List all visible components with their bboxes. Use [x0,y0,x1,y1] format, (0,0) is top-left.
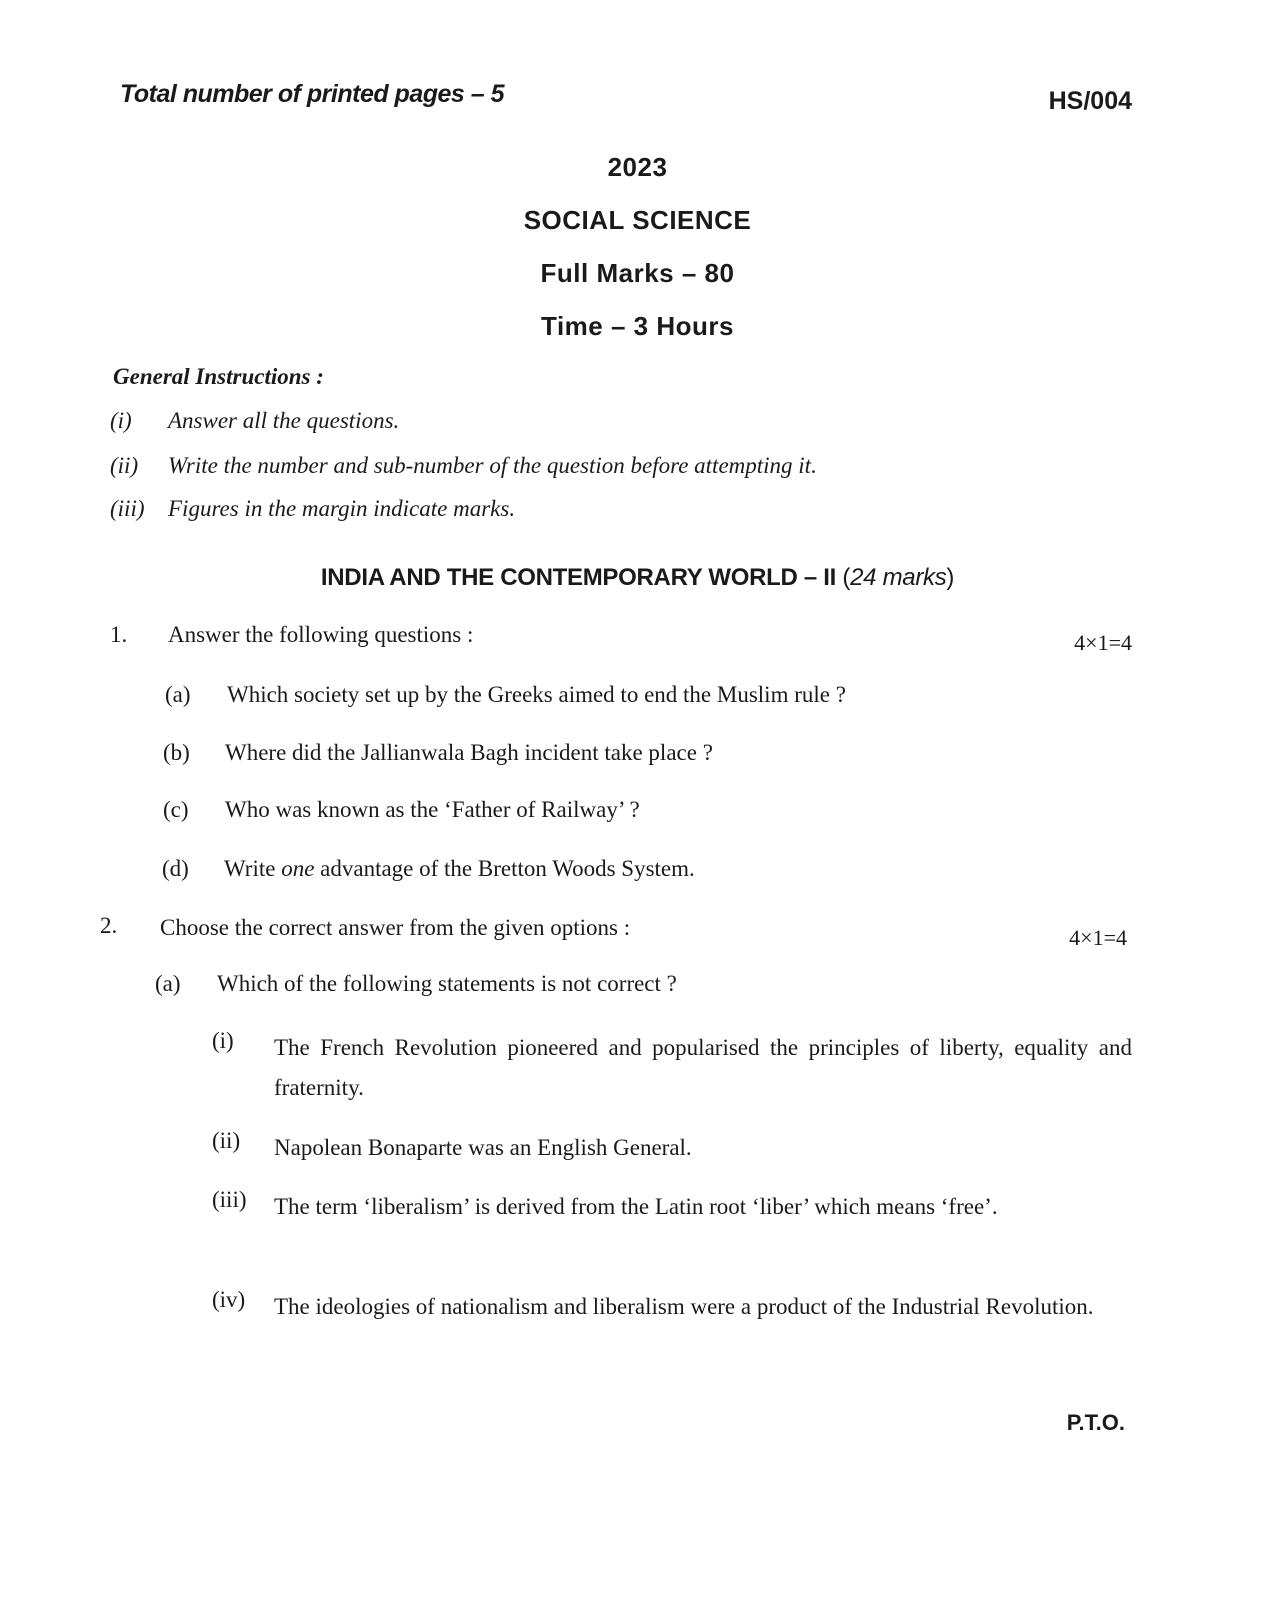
sub-question-label: (a) [165,682,191,707]
answer-option [212,1028,1132,1108]
section-heading [0,564,1275,592]
option-label: (iv) [212,1287,246,1312]
instruction-number: (ii) [110,453,139,478]
sub-question-text: Which of the following statements is not correct ? [217,971,677,996]
answer-option [212,1128,1132,1168]
option-text: Napolean Bonaparte was an English General. [274,1135,692,1160]
sub-question-text: Who was known as the ‘Father of Railway’ ? [225,797,640,822]
question-number: 1. [110,622,128,647]
instruction-number: (iii) [110,496,145,521]
sub-question [163,740,713,766]
instruction-item [110,496,515,522]
exam-duration: Time – 3 Hours [541,311,734,341]
exam-year: 2023 [607,152,668,182]
sub-question-text: Which society set up by the Greeks aimed to end the Muslim rule ? [227,682,846,707]
please-turn-over: P.T.O. [1066,1410,1125,1435]
instruction-text: Answer all the questions. [168,408,400,433]
paper-code: HS/004 [1048,87,1132,115]
option-text: The French Revolution pioneered and popularised the principles of liberty, equality and fraternity. [274,1035,1132,1100]
instruction-text: Figures in the margin indicate marks. [168,496,516,521]
sub-question [155,971,677,997]
printed-pages-count: Total number of printed pages – 5 [120,80,505,108]
instruction-text: Write the number and sub-number of the question before attempting it. [168,453,817,478]
sub-question-label: (b) [163,740,190,765]
option-text: The term ‘liberalism’ is derived from the Latin root ‘liber’ which means ‘free’. [274,1194,998,1219]
question-text: Choose the correct answer from the given options : [160,915,631,940]
sub-question [162,856,695,882]
sub-question-text: Where did the Jallianwala Bagh incident take place ? [225,740,713,765]
question-number: 2. [100,913,118,938]
answer-option [212,1287,1132,1327]
question-text: Answer the following questions : [168,622,474,647]
full-marks: Full Marks – 80 [540,258,735,288]
instruction-number: (i) [110,408,132,433]
option-label: (i) [212,1028,234,1053]
sub-question-label: (a) [155,971,181,996]
section-title: INDIA AND THE CONTEMPORARY WORLD – II [320,564,837,591]
marks-allocation: 4×1=4 [1069,925,1127,950]
sub-question-label: (d) [162,856,189,881]
sub-question-label: (c) [163,797,189,822]
instruction-item [110,453,817,479]
subject-title: SOCIAL SCIENCE [523,205,752,235]
marks-allocation: 4×1=4 [1074,630,1132,655]
section-marks: (24 marks) [842,564,955,591]
option-label: (iii) [212,1187,247,1212]
instructions-heading: General Instructions : [113,364,324,389]
option-label: (ii) [212,1128,241,1153]
instruction-item [110,408,399,434]
answer-option [212,1187,1132,1227]
sub-question-text: Write one advantage of the Bretton Woods System. [224,856,695,881]
sub-question [165,682,846,708]
sub-question [163,797,640,823]
option-text: The ideologies of nationalism and liberalism were a product of the Industrial Revolution. [274,1294,1094,1319]
